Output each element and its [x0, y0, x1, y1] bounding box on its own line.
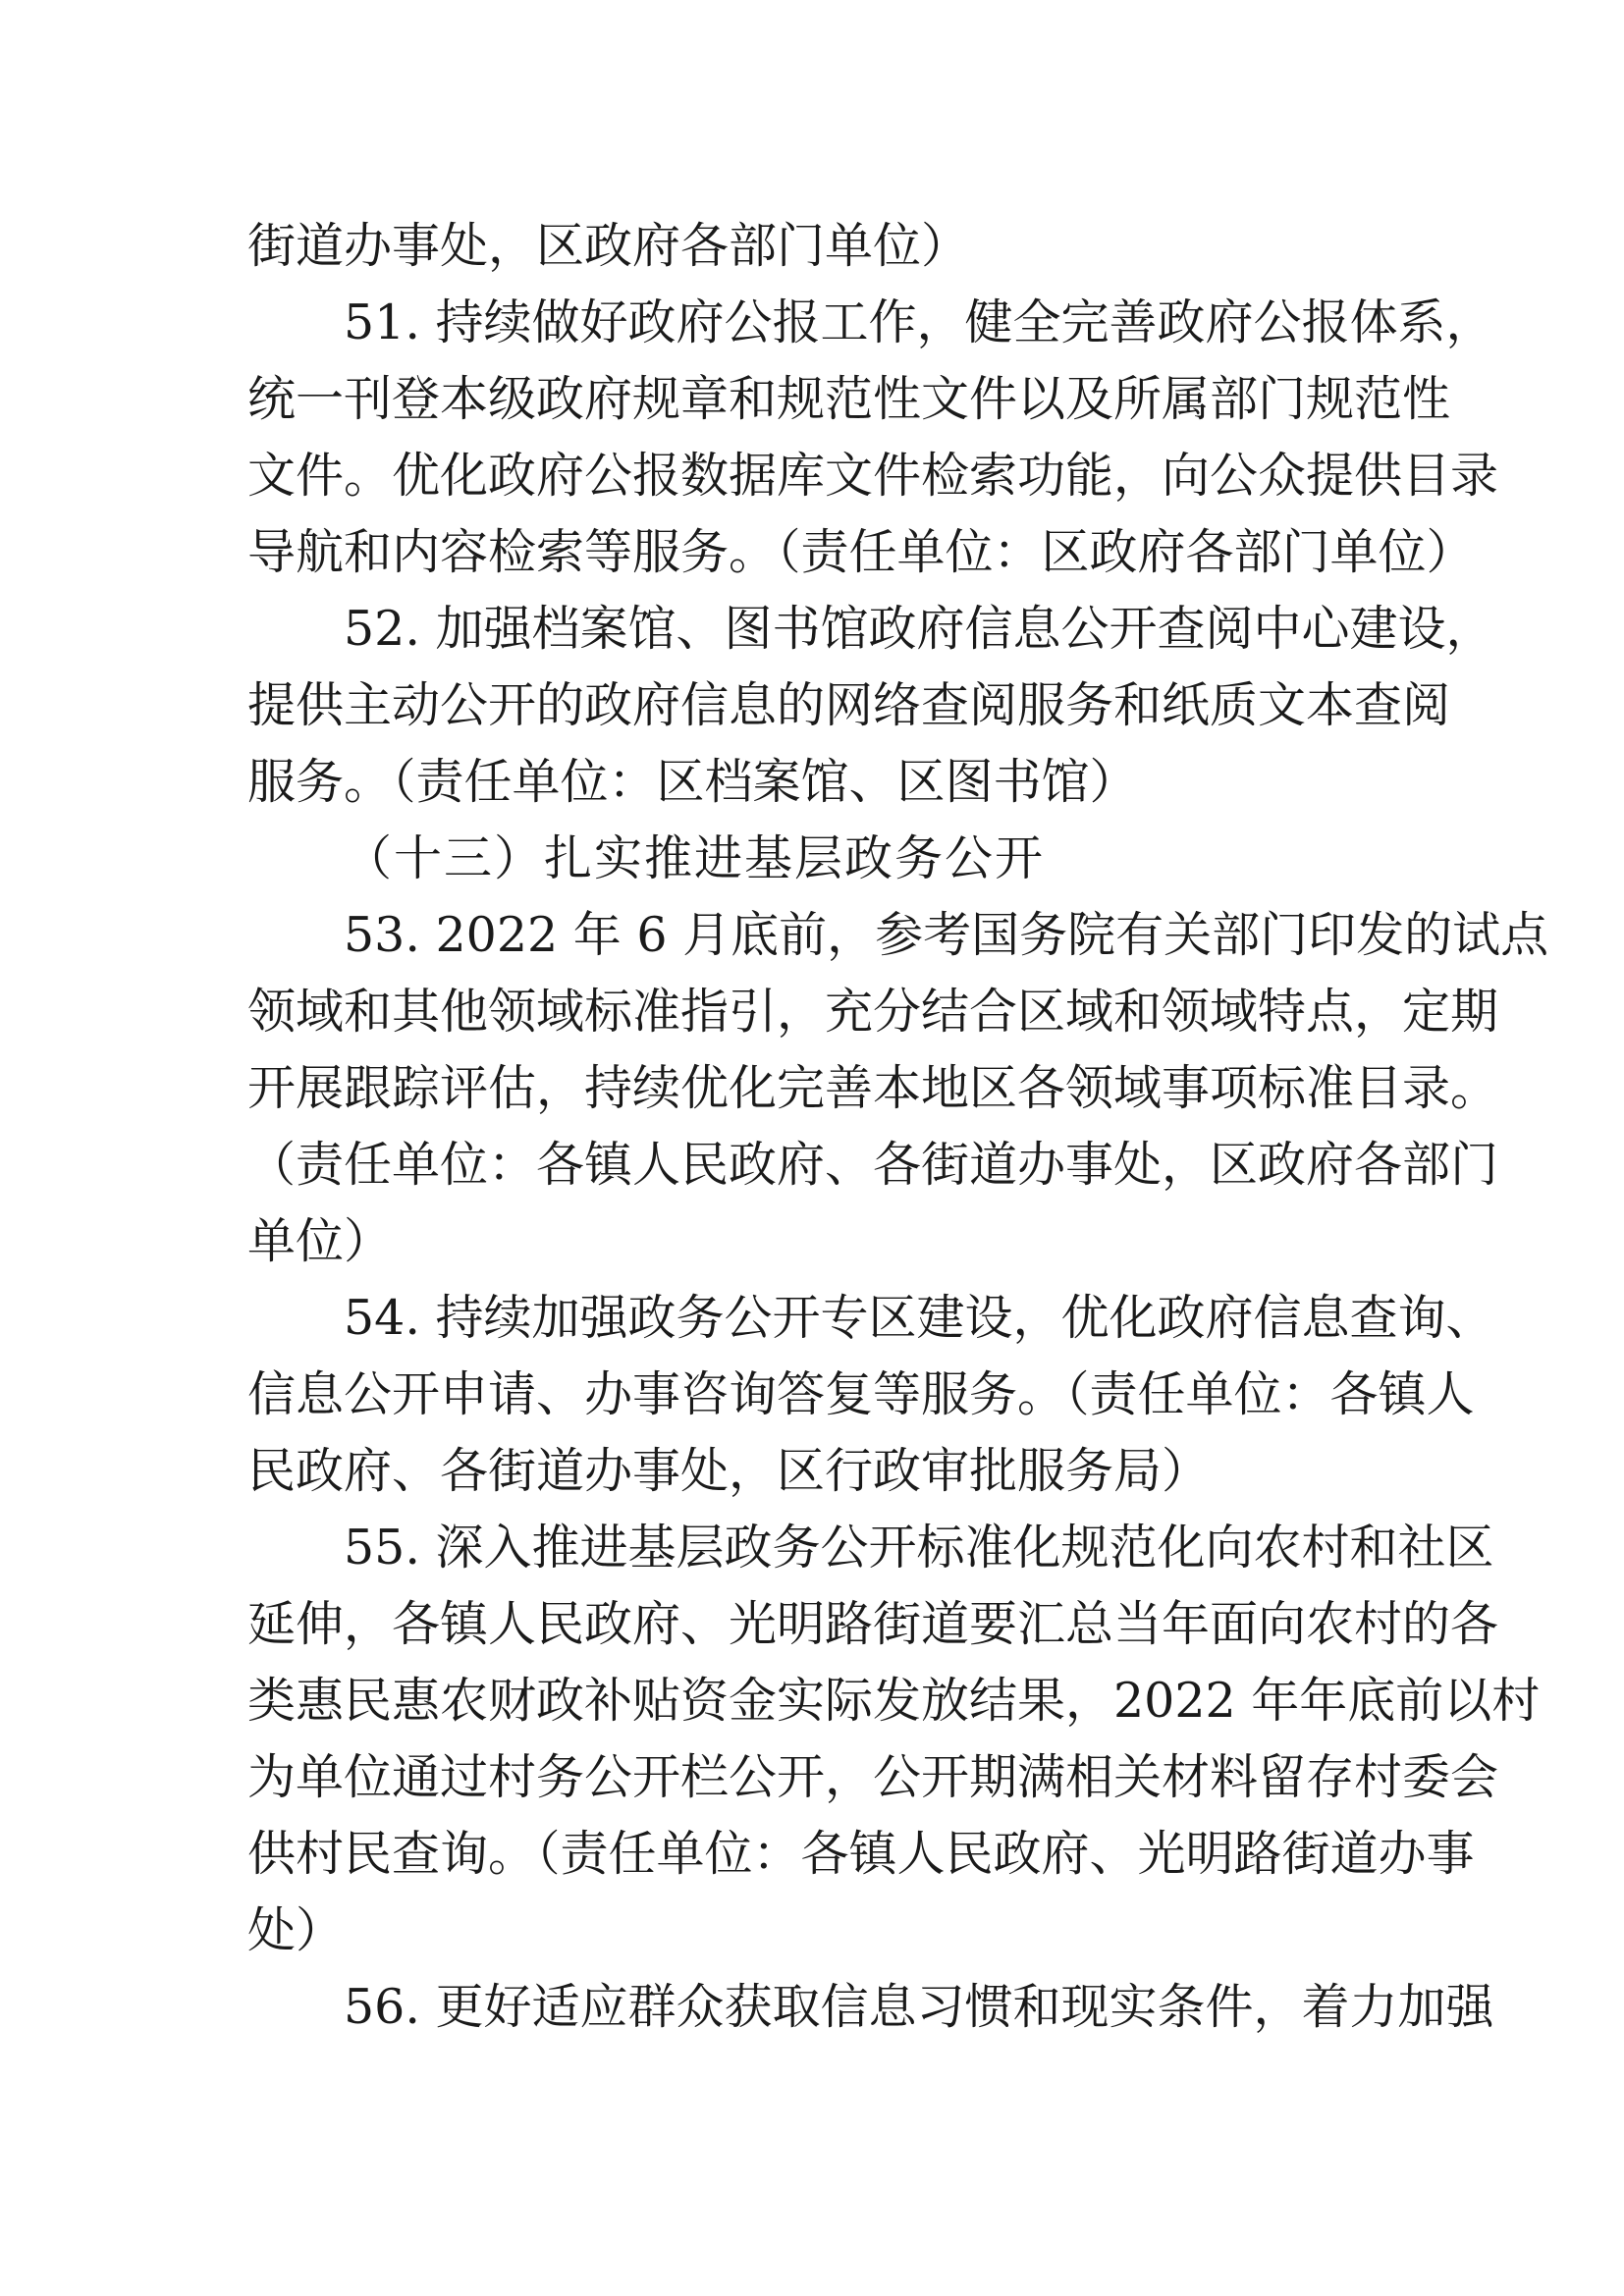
paragraph-line: 民政府、各街道办事处，区行政审批服务局）: [247, 1443, 1211, 1499]
paragraph-line: 信息公开申请、办事咨询答复等服务。（责任单位：各镇人: [247, 1366, 1475, 1422]
paragraph-line: 51. 持续做好政府公报工作，健全完善政府公报体系，: [344, 294, 1494, 350]
paragraph-line: 52. 加强档案馆、图书馆政府信息公开查阅中心建设，: [344, 601, 1494, 657]
paragraph-line: 54. 持续加强政务公开专区建设，优化政府信息查询、: [344, 1290, 1494, 1346]
paragraph-line: 统一刊登本级政府规章和规范性文件以及所属部门规范性: [247, 371, 1451, 427]
paragraph-line: 56. 更好适应群众获取信息习惯和现实条件，着力加强: [344, 1979, 1494, 2035]
paragraph-line: 供村民查询。（责任单位：各镇人民政府、光明路街道办事: [247, 1826, 1475, 1882]
paragraph-line: 领域和其他领域标准指引，充分结合区域和领域特点，定期: [247, 984, 1499, 1040]
document-body: [247, 208, 1549, 2046]
paragraph-line: 单位）: [247, 1213, 393, 1269]
paragraph-line: 处）: [247, 1902, 345, 1958]
section-heading: （十三）扎实推进基层政务公开: [344, 830, 1046, 886]
paragraph-line: 导航和内容检索等服务。（责任单位：区政府各部门单位）: [247, 524, 1475, 580]
paragraph-line: 街道办事处，区政府各部门单位）: [247, 218, 970, 274]
paragraph-line: 53. 2022 年 6 月底前，参考国务院有关部门印发的试点: [344, 907, 1549, 963]
paragraph-line: 延伸，各镇人民政府、光明路街道要汇总当年面向农村的各: [247, 1596, 1499, 1652]
paragraph-line: 类惠民惠农财政补贴资金实际发放结果，2022 年年底前以村: [247, 1673, 1541, 1729]
paragraph-line: 提供主动公开的政府信息的网络查阅服务和纸质文本查阅: [247, 677, 1451, 733]
paragraph-line: 开展跟踪评估，持续优化完善本地区各领域事项标准目录。: [247, 1060, 1499, 1116]
paragraph-line: 文件。优化政府公报数据库文件检索功能，向公众提供目录: [247, 448, 1499, 504]
paragraph-line: （责任单位：各镇人民政府、各街道办事处，区政府各部门: [247, 1137, 1499, 1193]
paragraph-line: 为单位通过村务公开栏公开，公开期满相关材料留存村委会: [247, 1749, 1499, 1805]
paragraph-line: 55. 深入推进基层政务公开标准化规范化向农村和社区: [344, 1520, 1494, 1575]
paragraph-line: 服务。（责任单位：区档案馆、区图书馆）: [247, 754, 1138, 810]
